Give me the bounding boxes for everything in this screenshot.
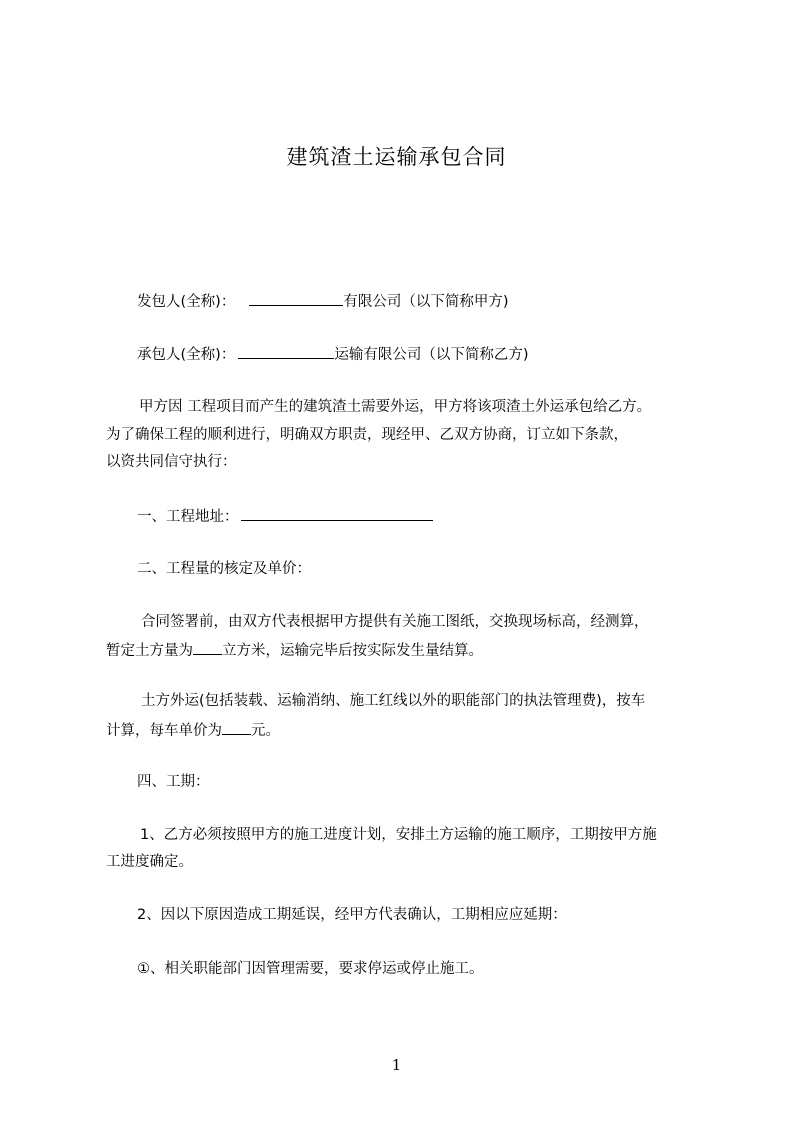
page-number: 1 xyxy=(391,1056,402,1074)
section-4-item2: 2、因以下原因造成工期延误，经甲方代表确认，工期相应应延期： xyxy=(137,907,567,923)
intro-line-2: 为了确保工程的顺利进行，明确双方职责，现经甲、乙双方协商，订立如下条款， xyxy=(106,427,628,443)
party-a-line xyxy=(137,290,508,312)
party-a-suffix: 有限公司（以下简称甲方) xyxy=(343,294,509,310)
party-b-label: 承包人(全称)： xyxy=(137,347,236,363)
party-b-line xyxy=(137,343,528,365)
section-1-heading: 一、工程地址： xyxy=(137,509,239,525)
price-blank xyxy=(222,719,251,735)
party-b-blank xyxy=(238,343,334,359)
party-a-label: 发包人(全称)： xyxy=(137,294,236,310)
volume-label: 暂定土方量为 xyxy=(106,643,193,659)
price-suffix: 元。 xyxy=(251,723,280,739)
volume-suffix: 立方米，运输完毕后按实际发生量结算。 xyxy=(222,643,483,659)
address-blank xyxy=(241,505,433,521)
volume-blank xyxy=(193,639,222,655)
section-2-para1-line2 xyxy=(106,639,483,661)
section-1-line xyxy=(137,505,433,527)
section-2-para2-line1: 土方外运(包括装载、运输消纳、施工红线以外的职能部门的执法管理费)，按车 xyxy=(141,693,646,709)
party-a-blank xyxy=(249,290,343,306)
section-4-item2-sub1: ①、相关职能部门因管理需要，要求停运或停止施工。 xyxy=(137,961,484,977)
section-2-para1-line1: 合同签署前，由双方代表根据甲方提供有关施工图纸，交换现场标高，经测算， xyxy=(141,614,649,630)
party-b-suffix: 运输有限公司（以下简称乙方) xyxy=(334,347,529,363)
section-2-para2-line2 xyxy=(106,719,280,741)
section-4-item1-line1: 1、乙方必须按照甲方的施工进度计划，安排土方运输的施工顺序，工期按甲方施 xyxy=(140,827,657,843)
section-4-heading: 四、工期： xyxy=(137,774,210,790)
section-2-heading: 二、工程量的核定及单价： xyxy=(137,561,311,577)
intro-line-3: 以资共同信守执行： xyxy=(106,454,237,470)
document-title: 建筑渣土运输承包合同 xyxy=(286,145,507,169)
price-label: 计算，每车单价为 xyxy=(106,723,222,739)
section-4-item1-line2: 工进度确定。 xyxy=(106,854,193,870)
intro-line-1: 甲方因 工程项目而产生的建筑渣土需要外运，甲方将该项渣土外运承包给乙方。 xyxy=(139,399,652,415)
